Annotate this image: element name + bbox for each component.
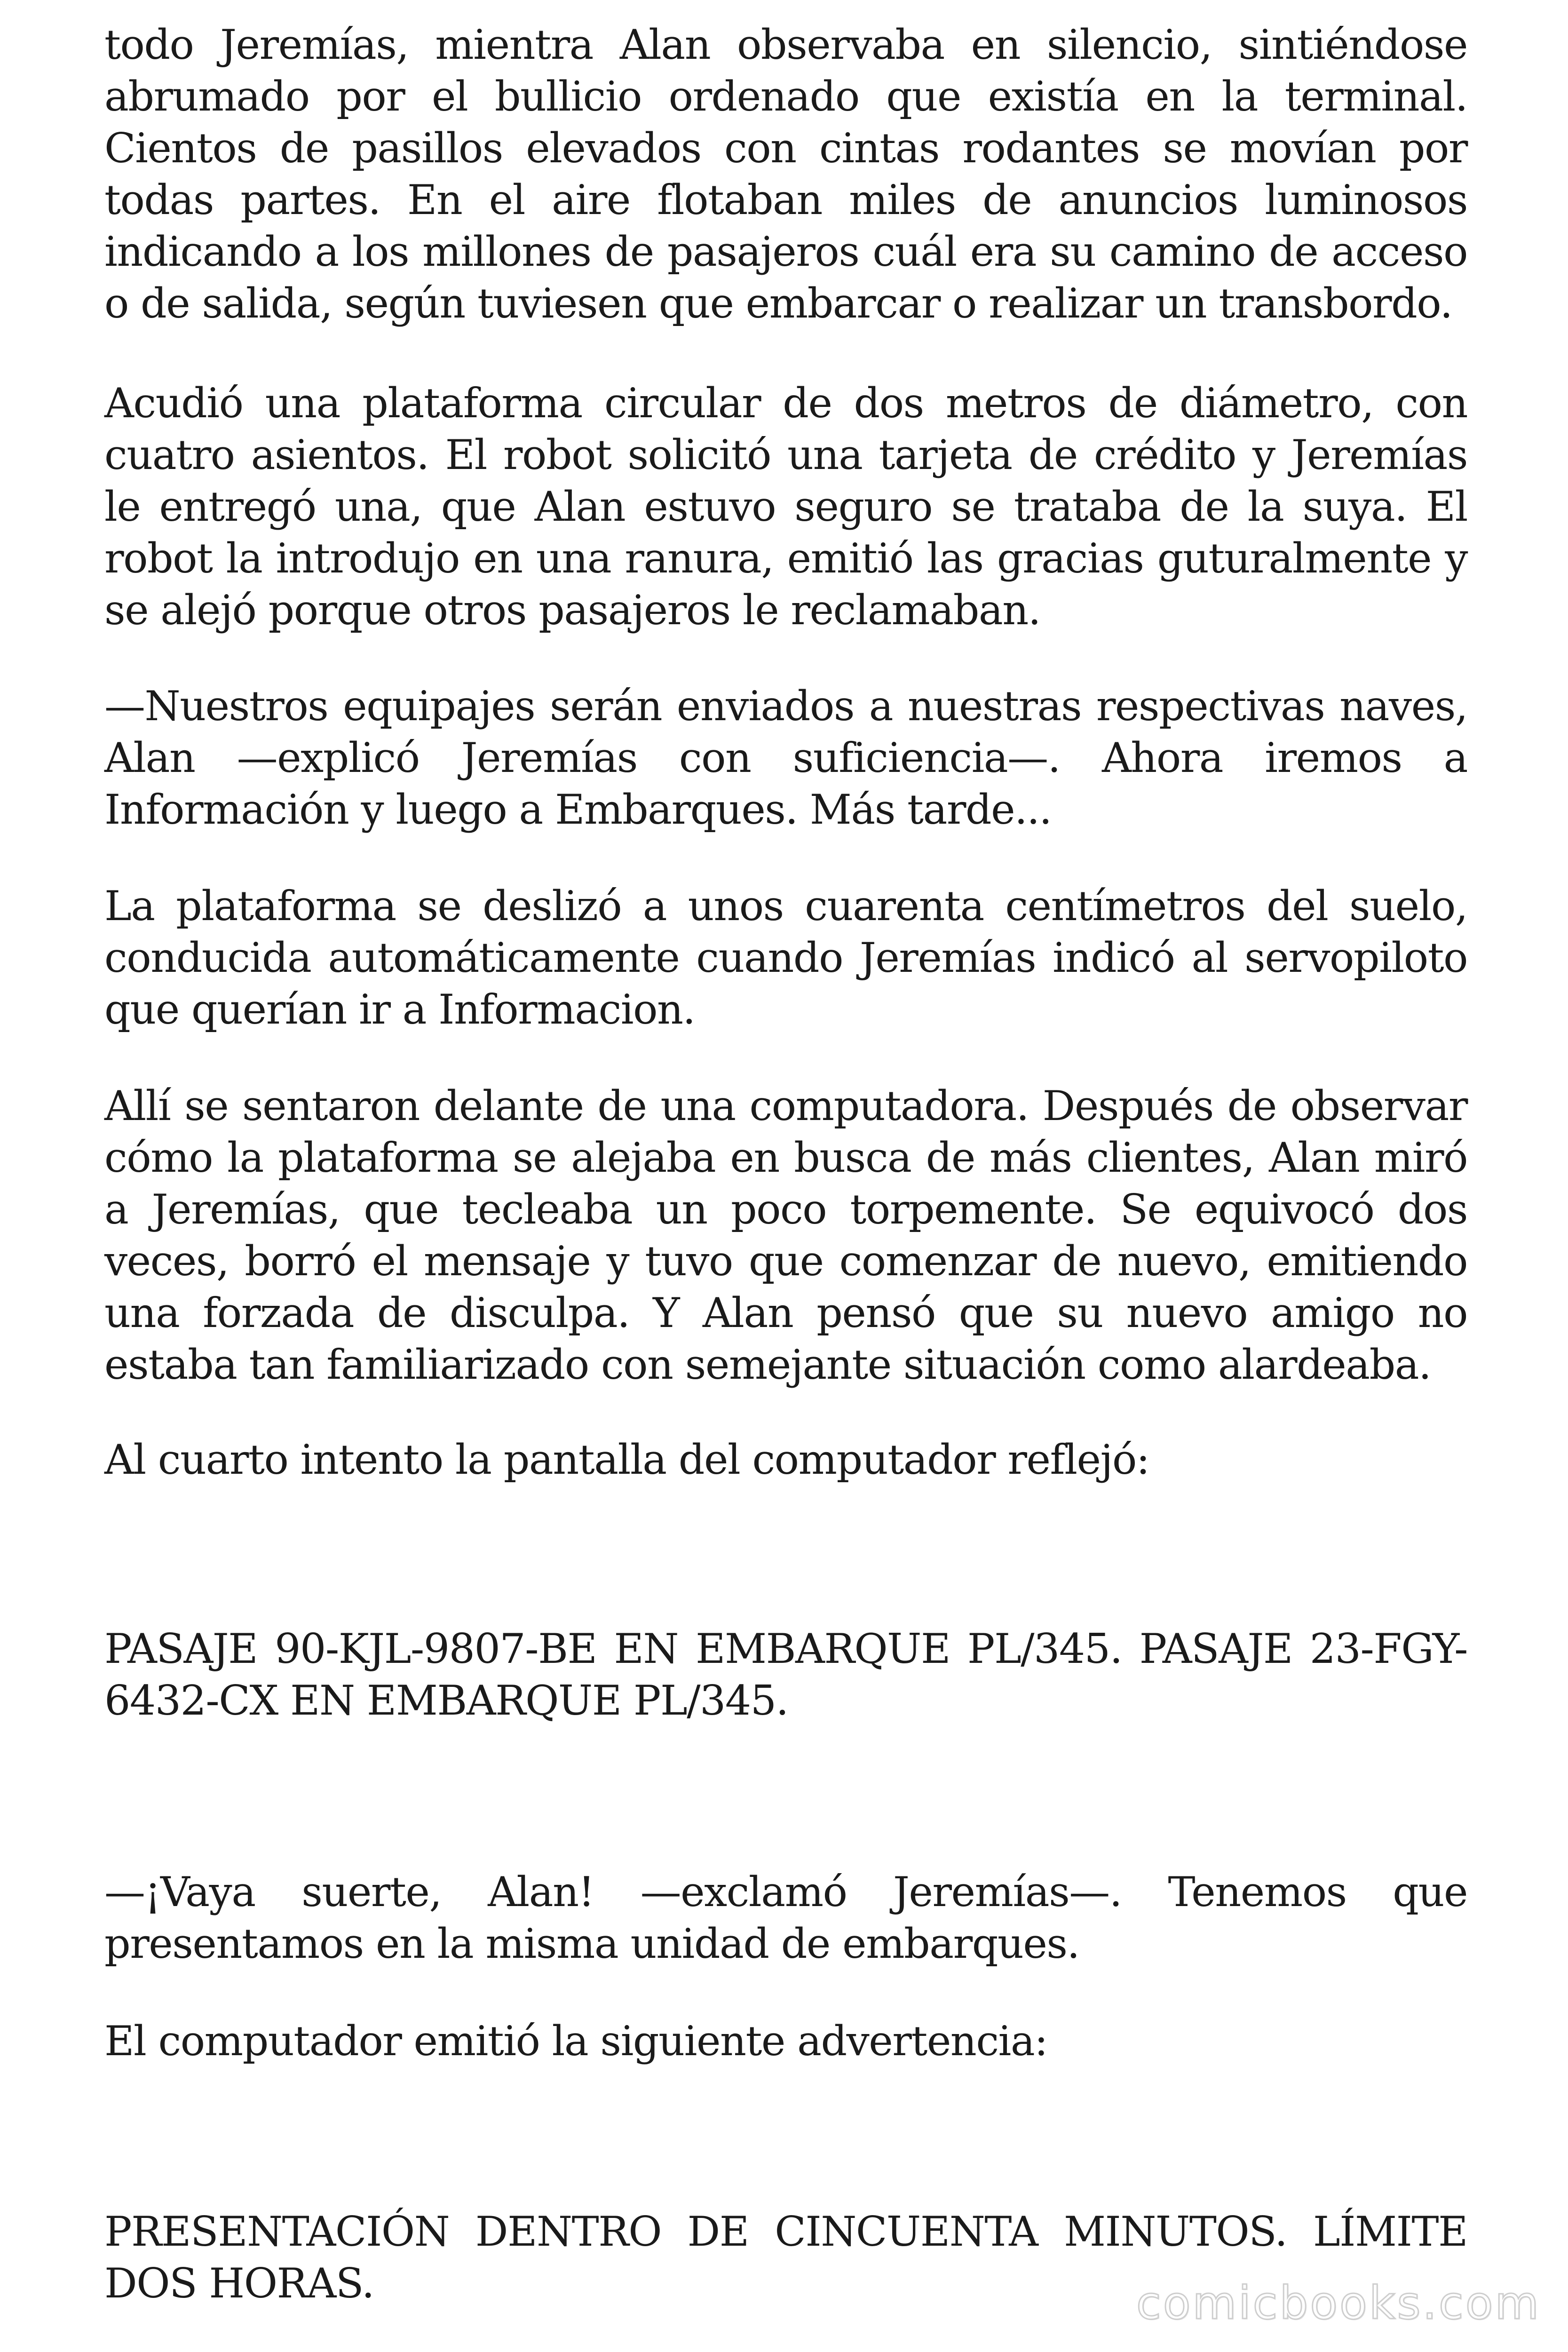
paragraph-platform-arrival: Acudió una plataforma circular de dos metros de diámetro, con cuatro asientos. El robot solicitó una tarjeta de crédito y Jeremías le entregó una, que Alan estuvo seguro se trataba de la suya. El robot la introdujo en una ranura, emitió las gracias guturalmente y se alejó porque otros pasajeros le reclamaban. xyxy=(104,379,1467,634)
paragraph-platform-slides: La plataforma se deslizó a unos cuarenta centímetros del suelo, conducida automáticamente cuando Jeremías indicó al servopiloto que querían ir a Informacion. xyxy=(104,882,1467,1033)
paragraph-warning-intro: El computador emitió la siguiente advertencia: xyxy=(104,2017,1048,2065)
paragraph-fourth-attempt: Al cuarto intento la pantalla del computador reflejó: xyxy=(104,1436,1149,1484)
paragraph-luggage-dialogue: —Nuestros equipajes serán enviados a nuestras respectivas naves, Alan —explicó Jeremías con suficiencia—. Ahora iremos a Información y luego a Embarques. Más tarde... xyxy=(104,682,1467,834)
screen-output-warning: PRESENTACIÓN DENTRO DE CINCUENTA MINUTOS. LÍMITE DOS HORAS. xyxy=(104,2208,1467,2307)
paragraph-lucky-exclamation: —¡Vaya suerte, Alan! —exclamó Jeremías—. Tenemos que presentamos en la misma unidad de embarques. xyxy=(104,1868,1467,1968)
paragraph-terminal-description: todo Jeremías, mientra Alan observaba en silencio, sintiéndose abrumado por el bullicio ordenado que existía en la terminal. Cientos de pasillos elevados con cintas rodantes se movían por todas partes. En el aire flotaban miles de anuncios luminosos indicando a los millones de pasajeros cuál era su camino de acceso o de salida, según tuviesen que embarcar o realizar un transbordo. xyxy=(104,21,1467,327)
screen-output-passages: PASAJE 90-KJL-9807-BE EN EMBARQUE PL/345. PASAJE 23-FGY-6432-CX EN EMBARQUE PL/345. xyxy=(104,1625,1467,1724)
watermark-text: comicbooks.com xyxy=(1136,2277,1541,2329)
paragraph-computer-typing: Allí se sentaron delante de una computadora. Después de observar cómo la plataforma se alejaba en busca de más clientes, Alan miró a Jeremías, que tecleaba un poco torpemente. Se equivocó dos veces, borró el mensaje y tuvo que comenzar de nuevo, emitiendo una forzada de disculpa. Y Alan pensó que su nuevo amigo no estaba tan familiarizado con semejante situación como alardeaba. xyxy=(104,1082,1467,1389)
